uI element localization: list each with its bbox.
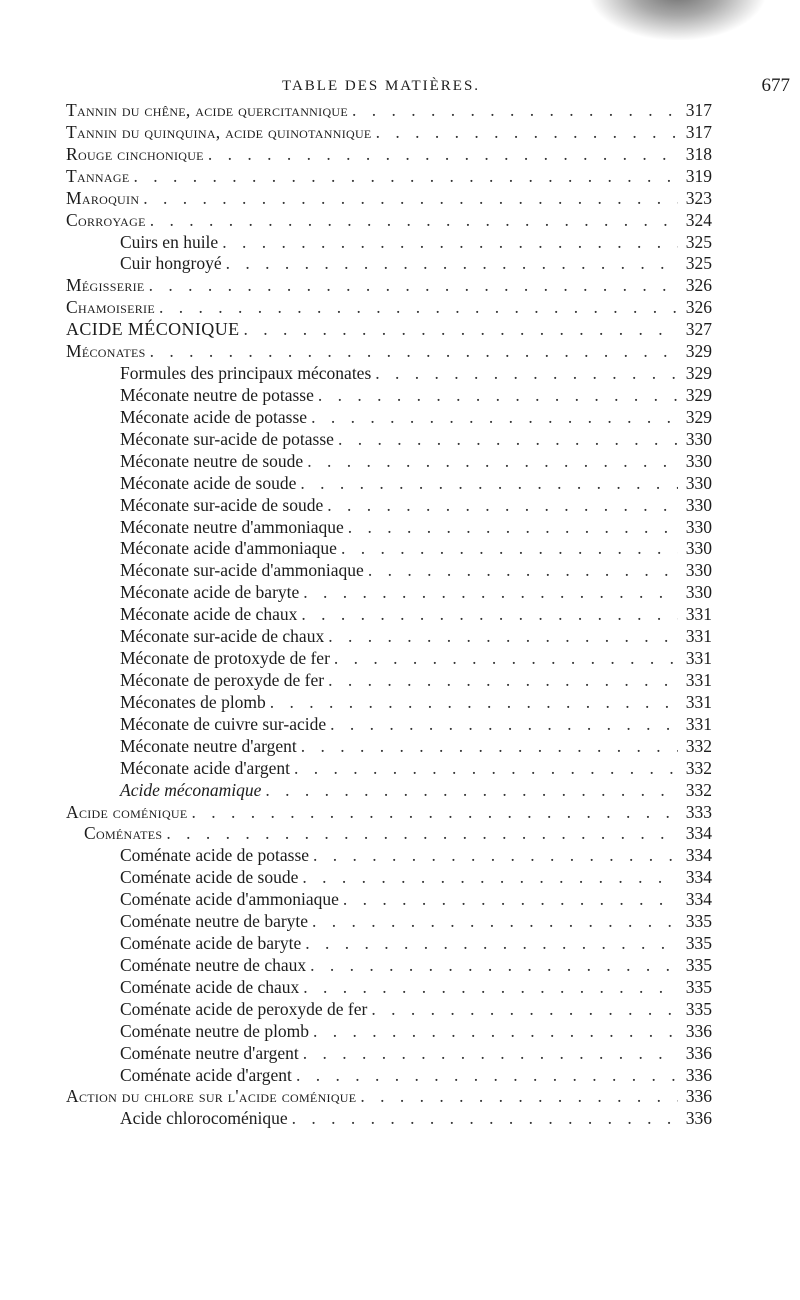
toc-entry — [66, 692, 712, 714]
toc-entry-title: Méconate de cuivre sur-acide — [120, 713, 327, 734]
toc-entry-page: 336 — [685, 1108, 712, 1129]
toc-entry-title: Coménate acide de soude — [120, 867, 299, 888]
dot-leader — [292, 1108, 678, 1129]
toc-entry — [66, 1065, 712, 1087]
toc-entry — [66, 1043, 712, 1065]
toc-entry-page: 330 — [685, 472, 712, 493]
toc-entry — [66, 889, 712, 911]
toc-entry-page: 332 — [685, 779, 712, 800]
toc-entry — [66, 188, 712, 210]
toc-entry — [66, 780, 712, 802]
toc-entry-page: 331 — [685, 713, 712, 734]
dot-leader — [143, 188, 678, 209]
toc-entry-title: Coménate acide de potasse — [120, 845, 310, 866]
toc-entry — [66, 1108, 712, 1130]
toc-entry — [66, 451, 712, 473]
toc-entry — [66, 538, 712, 560]
dot-leader — [312, 911, 678, 932]
toc-entry — [66, 363, 712, 385]
dot-leader — [150, 341, 678, 362]
dot-leader — [303, 582, 678, 603]
toc-entry — [66, 736, 712, 758]
toc-entry-title: Tannin du quinquina, acide quinotannique — [66, 121, 372, 142]
dot-leader — [311, 407, 678, 428]
toc-entry — [66, 911, 712, 933]
toc-entry-page: 330 — [685, 450, 712, 471]
toc-entry-title: Méconate acide d'ammoniaque — [120, 538, 337, 559]
toc-entry-title: Coménates — [84, 823, 163, 844]
toc-entry-title: Action du chlore sur l'acide coménique — [66, 1086, 357, 1107]
toc-entry-title: Cuir hongroyé — [120, 253, 222, 274]
dot-leader — [159, 297, 678, 318]
toc-entry-page: 331 — [685, 604, 712, 625]
toc-entry-page: 329 — [685, 384, 712, 405]
dot-leader — [307, 451, 678, 472]
toc-entry — [66, 604, 712, 626]
toc-entry-page: 331 — [685, 669, 712, 690]
toc-entry-page: 330 — [685, 428, 712, 449]
toc-entry — [66, 407, 712, 429]
toc-entry-page: 326 — [685, 275, 712, 296]
toc-entry-page: 335 — [685, 933, 712, 954]
dot-leader — [352, 100, 678, 121]
dot-leader — [265, 780, 678, 801]
dot-leader — [302, 867, 678, 888]
dot-leader — [360, 1086, 678, 1107]
toc-entry-title: Méconate acide d'argent — [120, 757, 290, 778]
toc-entry-title: Méconates — [66, 341, 146, 362]
toc-entry-page: 326 — [685, 297, 712, 318]
toc-entry-page: 331 — [685, 648, 712, 669]
dot-leader — [318, 385, 678, 406]
toc-entry — [66, 429, 712, 451]
toc-entry-title: ACIDE MÉCONIQUE — [66, 319, 240, 340]
toc-entry-title: Méconate acide de baryte — [120, 582, 300, 603]
dot-leader — [348, 517, 678, 538]
toc-entry-page: 334 — [685, 867, 712, 888]
toc-entry — [66, 933, 712, 955]
toc-entry-title: Méconate sur-acide de soude — [120, 494, 324, 515]
dot-leader — [343, 889, 678, 910]
toc-entry-title: Rouge cinchonique — [66, 143, 204, 164]
toc-entry-page: 336 — [685, 1064, 712, 1085]
dot-leader — [313, 1021, 678, 1042]
dot-leader — [368, 560, 678, 581]
toc-entry-title: Coménate acide de peroxyde de fer — [120, 998, 368, 1019]
toc-entry — [66, 122, 712, 144]
toc-entry-title: Chamoiserie — [66, 297, 155, 318]
toc-entry-title: Formules des principaux méconates — [120, 363, 372, 384]
toc-entry-title: Méconate acide de potasse — [120, 406, 308, 427]
toc-entry-page: 334 — [685, 823, 712, 844]
dot-leader — [341, 538, 678, 559]
toc-entry — [66, 495, 712, 517]
dot-leader — [192, 802, 678, 823]
toc-entry — [66, 1086, 712, 1108]
toc-entry — [66, 341, 712, 363]
toc-entry — [66, 977, 712, 999]
toc-entry-title: Méconate sur-acide de potasse — [120, 428, 334, 449]
toc-entry-title: Méconate acide de chaux — [120, 604, 298, 625]
toc-entry-title: Acide coménique — [66, 801, 188, 822]
page-number: 677 — [761, 75, 790, 96]
toc-entry-page: 318 — [685, 143, 712, 164]
dot-leader — [313, 845, 678, 866]
dot-leader — [327, 495, 678, 516]
dot-leader — [222, 232, 678, 253]
toc-entry-title: Coménate neutre de plomb — [120, 1020, 310, 1041]
toc-entry-title: Coménate acide de baryte — [120, 933, 302, 954]
toc-entry — [66, 100, 712, 122]
toc-entry — [66, 144, 712, 166]
toc-entry-title: Tannage — [66, 165, 130, 186]
table-of-contents — [66, 100, 712, 1130]
toc-entry-title: Méconate de peroxyde de fer — [120, 669, 325, 690]
dot-leader — [330, 714, 678, 735]
toc-entry-title: Méconate sur-acide de chaux — [120, 626, 325, 647]
toc-entry-page: 317 — [685, 100, 712, 120]
dot-leader — [303, 977, 678, 998]
toc-entry-page: 330 — [685, 582, 712, 603]
toc-entry-title: Méconate acide de soude — [120, 472, 297, 493]
toc-entry-page: 335 — [685, 976, 712, 997]
toc-entry-title: Maroquin — [66, 187, 140, 208]
toc-entry-page: 336 — [685, 1020, 712, 1041]
toc-entry — [66, 473, 712, 495]
dot-leader — [328, 626, 678, 647]
dot-leader — [208, 144, 678, 165]
toc-entry-title: Méconate sur-acide d'ammoniaque — [120, 560, 364, 581]
toc-entry — [66, 210, 712, 232]
dot-leader — [294, 758, 678, 779]
toc-entry-title: Coménate neutre d'argent — [120, 1042, 299, 1063]
toc-entry-page: 325 — [685, 231, 712, 252]
toc-entry — [66, 999, 712, 1021]
dot-leader — [296, 1065, 678, 1086]
toc-entry-title: Méconate neutre de potasse — [120, 384, 314, 405]
dot-leader — [310, 955, 678, 976]
dot-leader — [328, 670, 678, 691]
dot-leader — [270, 692, 678, 713]
dot-leader — [301, 736, 678, 757]
dot-leader — [334, 648, 678, 669]
page-scan-smudge — [590, 0, 765, 40]
dot-leader — [303, 1043, 678, 1064]
toc-entry — [66, 253, 712, 275]
dot-leader — [338, 429, 678, 450]
toc-entry-page: 334 — [685, 845, 712, 866]
toc-entry — [66, 823, 712, 845]
toc-entry — [66, 232, 712, 254]
toc-entry-page: 335 — [685, 998, 712, 1019]
toc-entry-page: 333 — [685, 801, 712, 822]
toc-entry-title: Mégisserie — [66, 275, 145, 296]
toc-entry-title: Coménate acide d'ammoniaque — [120, 889, 339, 910]
dot-leader — [150, 210, 678, 231]
toc-entry-page: 331 — [685, 626, 712, 647]
dot-leader — [166, 823, 678, 844]
toc-entry — [66, 385, 712, 407]
toc-entry-page: 329 — [685, 363, 712, 384]
toc-entry — [66, 297, 712, 319]
toc-entry — [66, 802, 712, 824]
toc-entry — [66, 955, 712, 977]
toc-entry-page: 335 — [685, 954, 712, 975]
running-title: TABLE DES MATIÈRES. — [282, 78, 481, 94]
toc-entry — [66, 714, 712, 736]
toc-entry-page: 336 — [685, 1086, 712, 1107]
toc-entry — [66, 319, 712, 341]
toc-entry-title: Tannin du chêne, acide quercitannique — [66, 100, 349, 120]
toc-entry-page: 335 — [685, 911, 712, 932]
toc-entry-page: 330 — [685, 560, 712, 581]
toc-entry-title: Méconate neutre d'ammoniaque — [120, 516, 344, 537]
dot-leader — [375, 363, 678, 384]
toc-entry — [66, 275, 712, 297]
dot-leader — [149, 275, 678, 296]
dot-leader — [371, 999, 678, 1020]
dot-leader — [300, 473, 678, 494]
dot-leader — [226, 253, 678, 274]
dot-leader — [376, 122, 678, 143]
toc-entry — [66, 166, 712, 188]
dot-leader — [301, 604, 678, 625]
toc-entry-title: Méconate neutre de soude — [120, 450, 304, 471]
toc-entry — [66, 648, 712, 670]
toc-entry-page: 336 — [685, 1042, 712, 1063]
toc-entry-title: Coménate acide de chaux — [120, 976, 300, 997]
toc-entry-page: 317 — [685, 121, 712, 142]
toc-entry-title: Méconate neutre d'argent — [120, 735, 297, 756]
toc-entry-page: 330 — [685, 538, 712, 559]
toc-entry-page: 332 — [685, 757, 712, 778]
toc-entry — [66, 758, 712, 780]
toc-entry-title: Méconate de protoxyde de fer — [120, 648, 330, 669]
toc-entry-title: Méconates de plomb — [120, 691, 266, 712]
toc-entry — [66, 1021, 712, 1043]
toc-entry-page: 331 — [685, 691, 712, 712]
toc-entry — [66, 845, 712, 867]
toc-entry-page: 327 — [685, 319, 712, 340]
toc-entry-title: Corroyage — [66, 209, 146, 230]
toc-entry-title: Coménate neutre de chaux — [120, 954, 307, 975]
toc-entry-page: 323 — [685, 187, 712, 208]
toc-entry-page: 325 — [685, 253, 712, 274]
dot-leader — [305, 933, 678, 954]
toc-entry-title: Acide méconamique — [120, 779, 262, 800]
toc-entry — [66, 517, 712, 539]
toc-entry-page: 334 — [685, 889, 712, 910]
toc-entry-title: Cuirs en huile — [120, 231, 219, 252]
dot-leader — [243, 319, 678, 340]
toc-entry — [66, 867, 712, 889]
toc-entry-title: Coménate acide d'argent — [120, 1064, 292, 1085]
toc-entry — [66, 626, 712, 648]
toc-entry-page: 329 — [685, 406, 712, 427]
toc-entry-page: 319 — [685, 165, 712, 186]
toc-entry-title: Coménate neutre de baryte — [120, 911, 309, 932]
toc-entry-page: 330 — [685, 516, 712, 537]
toc-entry — [66, 560, 712, 582]
toc-entry-page: 324 — [685, 209, 712, 230]
toc-entry — [66, 582, 712, 604]
toc-entry-page: 330 — [685, 494, 712, 515]
toc-entry — [66, 670, 712, 692]
toc-entry-page: 332 — [685, 735, 712, 756]
dot-leader — [133, 166, 678, 187]
toc-entry-title: Acide chlorocoménique — [120, 1108, 288, 1129]
toc-entry-page: 329 — [685, 341, 712, 362]
